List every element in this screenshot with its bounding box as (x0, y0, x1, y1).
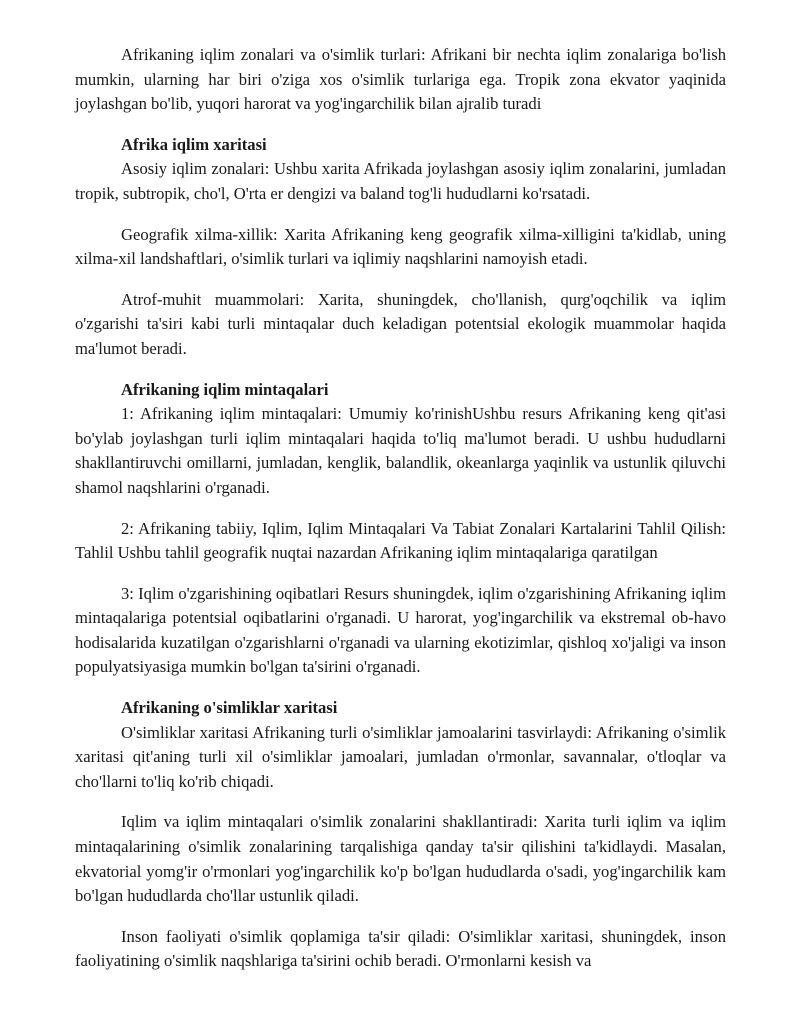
paragraph-main-climate-zones: Asosiy iqlim zonalari: Ushbu xarita Afrikada joylashgan asosiy iqlim zonalarini, jumladan tropik, subtropik, cho'l, O'rta er dengizi va baland tog'li hududlarni ko'rsatadi. (75, 159, 726, 203)
section-heading-climate-regions: Afrikaning iqlim mintaqalari (121, 379, 329, 399)
paragraph-vegetation-zones: Iqlim va iqlim mintaqalari o'simlik zonalarini shakllantiradi: Xarita turli iqlim va iqlim mintaqalarining o'simlik zonalarining tarqalishiga qanday ta'sir qilishini ta'kidlaydi. Masalan, ekvatorial yomg'ir o'rmonlari yog'ingarchilik ko'p bo'lgan hududlarda o'sadi, yog'ingarchilik kam bo'lgan hududlarda cho'llar ustunlik qiladi. (75, 812, 726, 906)
intro-paragraph: Afrikaning iqlim zonalari va o'simlik turlari: Afrikani bir nechta iqlim zonalariga bo'lish mumkin, ularning har biri o'ziga xos o'simlik turlariga ega. Tropik zona ekvator yaqinida joylashgan bo'lib, yuqori harorat va yog'ingarchilik bilan ajralib turadi (75, 45, 726, 114)
paragraph-climate-change-effects: 3: Iqlim o'zgarishining oqibatlari Resurs shuningdek, iqlim o'zgarishining Afrikaning iqlim mintaqalariga potentsial oqibatlarini o'rganadi. U harorat, yog'ingarchilik va ekstremal ob-havo hodisalarida kuzatilgan o'zgarishlarni o'rganadi va ularning ekotizimlar, qishloq xo'jaligi va inson populyatsiyasiga mumkin bo'lgan ta'sirini o'rganadi. (75, 583, 726, 677)
section-heading-vegetation-map: Afrikaning o'simliklar xaritasi (121, 698, 338, 718)
paragraph-geographic-diversity: Geografik xilma-xillik: Xarita Afrikaning keng geografik xilma-xilligini ta'kidlab, uning xilma-xil landshaftlari, o'simlik turlari va iqlimiy naqshlarini namoyish etadi. (75, 224, 726, 269)
section-heading-climate-map: Afrika iqlim xaritasi (121, 134, 267, 154)
paragraph-environmental-problems: Atrof-muhit muammolari: Xarita, shuningdek, cho'llanish, qurg'oqchilik va iqlim o'zgarishi ta'siri kabi turli mintaqalar duch keladigan potentsial ekologik muammolar haqida ma'lumot beradi. (75, 289, 726, 358)
paragraph-maps-analysis: 2: Afrikaning tabiiy, Iqlim, Iqlim Mintaqalari Va Tabiat Zonalari Kartalarini Tahlil Qilish: Tahlil Ushbu tahlil geografik nuqtai nazardan Afrikaning iqlim mintaqalariga qaratilgan (75, 518, 726, 563)
paragraph-vegetation-communities: O'simliklar xaritasi Afrikaning turli o'simliklar jamoalarini tasvirlaydi: Afrikaning o'simlik xaritasi qit'aning turli xil o'simliklar jamoalari, jumladan o'rmonlar, savannalar, o'tloqlar va cho'llarni to'liq ko'rib chiqadi. (75, 722, 726, 791)
paragraph-human-activity: Inson faoliyati o'simlik qoplamiga ta'sir qiladi: O'simliklar xaritasi, shuningdek, inson faoliyatining o'simlik naqshlariga ta'sirini ochib beradi. O'rmonlarni kesish va (75, 926, 726, 971)
paragraph-regions-overview: 1: Afrikaning iqlim mintaqalari: Umumiy ko'rinishUshbu resurs Afrikaning keng qit'asi bo'ylab joylashgan turli iqlim mintaqalari haqida to'liq ma'lumot beradi. U ushbu hududlarni shakllantiruvchi omillarni, jumladan, kenglik, balandlik, okeanlarga yaqinlik va ustunlik qiluvchi shamol naqshlarini o'rganadi. (75, 404, 726, 497)
